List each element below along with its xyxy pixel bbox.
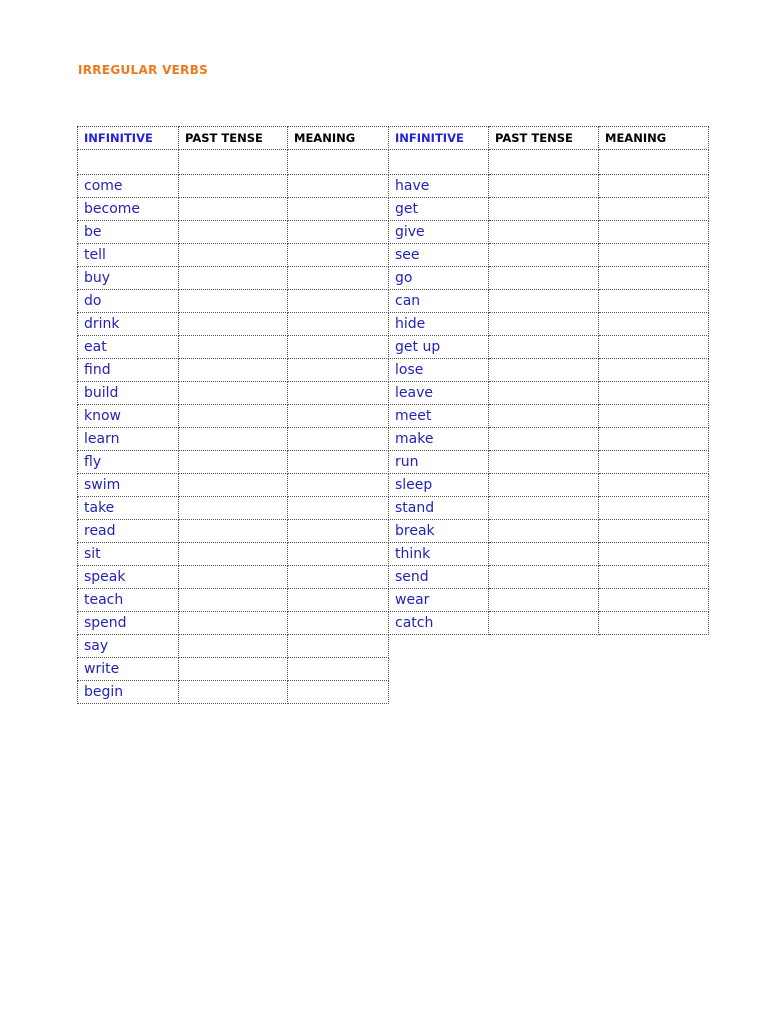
past-tense-cell[interactable]: [179, 451, 288, 474]
past-tense-cell[interactable]: [489, 359, 599, 382]
verb-infinitive: make: [389, 428, 489, 451]
meaning-cell[interactable]: [288, 382, 389, 405]
meaning-cell[interactable]: [599, 267, 709, 290]
past-tense-cell[interactable]: [179, 543, 288, 566]
table-row: [78, 635, 389, 658]
meaning-cell[interactable]: [288, 612, 389, 635]
past-tense-cell[interactable]: [179, 497, 288, 520]
verb-infinitive: read: [78, 520, 179, 543]
blank-row: [78, 150, 389, 175]
past-tense-cell[interactable]: [179, 336, 288, 359]
meaning-cell[interactable]: [288, 290, 389, 313]
table-row: [389, 428, 709, 451]
meaning-cell[interactable]: [599, 336, 709, 359]
table-row: [389, 221, 709, 244]
verb-infinitive: give: [389, 221, 489, 244]
past-tense-cell[interactable]: [179, 566, 288, 589]
blank-row: [389, 150, 709, 175]
past-tense-cell[interactable]: [489, 497, 599, 520]
verb-infinitive: take: [78, 497, 179, 520]
table-row: [389, 497, 709, 520]
table-row: [78, 244, 389, 267]
past-tense-cell[interactable]: [489, 382, 599, 405]
meaning-cell[interactable]: [599, 198, 709, 221]
table-row: [78, 267, 389, 290]
table-row: [78, 221, 389, 244]
meaning-cell[interactable]: [599, 290, 709, 313]
meaning-cell[interactable]: [599, 520, 709, 543]
meaning-cell[interactable]: [288, 359, 389, 382]
table-row: [389, 612, 709, 635]
verb-infinitive: leave: [389, 382, 489, 405]
verbs-table-right: [388, 126, 709, 635]
table-row: [78, 313, 389, 336]
meaning-cell[interactable]: [288, 221, 389, 244]
table-row: [389, 543, 709, 566]
verb-infinitive: fly: [78, 451, 179, 474]
table-row: [389, 451, 709, 474]
verb-infinitive: catch: [389, 612, 489, 635]
past-tense-cell[interactable]: [179, 267, 288, 290]
past-tense-cell[interactable]: [179, 221, 288, 244]
table-row: [389, 520, 709, 543]
meaning-cell[interactable]: [599, 474, 709, 497]
past-tense-cell[interactable]: [489, 313, 599, 336]
table-row: [389, 267, 709, 290]
meaning-cell[interactable]: [599, 405, 709, 428]
meaning-cell[interactable]: [288, 681, 389, 704]
past-tense-cell[interactable]: [489, 543, 599, 566]
blank-cell: [78, 150, 179, 175]
table-row: [78, 451, 389, 474]
table-row: [78, 520, 389, 543]
table-row: [78, 359, 389, 382]
past-tense-cell[interactable]: [489, 244, 599, 267]
verb-infinitive: drink: [78, 313, 179, 336]
table-row: [78, 497, 389, 520]
past-tense-cell[interactable]: [489, 428, 599, 451]
verb-infinitive: say: [78, 635, 179, 658]
verb-infinitive: see: [389, 244, 489, 267]
meaning-cell[interactable]: [599, 382, 709, 405]
past-tense-cell[interactable]: [179, 313, 288, 336]
past-tense-cell[interactable]: [489, 405, 599, 428]
table-row: [389, 405, 709, 428]
meaning-cell[interactable]: [599, 543, 709, 566]
past-tense-cell[interactable]: [179, 175, 288, 198]
verb-infinitive: buy: [78, 267, 179, 290]
table-row: [389, 244, 709, 267]
past-tense-cell[interactable]: [489, 520, 599, 543]
past-tense-cell[interactable]: [489, 290, 599, 313]
table-row: [389, 359, 709, 382]
meaning-cell[interactable]: [599, 221, 709, 244]
verb-infinitive: swim: [78, 474, 179, 497]
meaning-cell[interactable]: [599, 428, 709, 451]
past-tense-cell[interactable]: [489, 175, 599, 198]
verb-infinitive: begin: [78, 681, 179, 704]
table-row: [78, 612, 389, 635]
table-row: [78, 405, 389, 428]
verb-infinitive: wear: [389, 589, 489, 612]
verb-infinitive: write: [78, 658, 179, 681]
verb-infinitive: think: [389, 543, 489, 566]
verb-infinitive: sit: [78, 543, 179, 566]
past-tense-cell[interactable]: [489, 451, 599, 474]
verb-infinitive: spend: [78, 612, 179, 635]
table-row: [78, 474, 389, 497]
verb-infinitive: eat: [78, 336, 179, 359]
meaning-cell[interactable]: [288, 198, 389, 221]
meaning-cell[interactable]: [599, 497, 709, 520]
blank-cell: [599, 150, 709, 175]
meaning-cell[interactable]: [599, 589, 709, 612]
meaning-cell[interactable]: [288, 635, 389, 658]
verb-infinitive: build: [78, 382, 179, 405]
past-tense-cell[interactable]: [489, 589, 599, 612]
past-tense-cell[interactable]: [179, 382, 288, 405]
verb-infinitive: stand: [389, 497, 489, 520]
past-tense-cell[interactable]: [489, 336, 599, 359]
table-row: [389, 290, 709, 313]
table-row: [78, 543, 389, 566]
meaning-cell[interactable]: [288, 175, 389, 198]
meaning-cell[interactable]: [288, 543, 389, 566]
past-tense-cell[interactable]: [179, 198, 288, 221]
table-row: [389, 589, 709, 612]
verb-infinitive: become: [78, 198, 179, 221]
header-past-tense: PAST TENSE: [489, 127, 599, 150]
past-tense-cell[interactable]: [489, 566, 599, 589]
verbs-table-left: [77, 126, 389, 704]
document-title: IRREGULAR VERBS: [78, 63, 209, 77]
meaning-cell[interactable]: [599, 612, 709, 635]
table-row: [78, 198, 389, 221]
verb-infinitive: lose: [389, 359, 489, 382]
past-tense-cell[interactable]: [489, 612, 599, 635]
header-past-tense: PAST TENSE: [179, 127, 288, 150]
verb-infinitive: meet: [389, 405, 489, 428]
header-meaning: MEANING: [288, 127, 389, 150]
past-tense-cell[interactable]: [179, 589, 288, 612]
past-tense-cell[interactable]: [489, 474, 599, 497]
past-tense-cell[interactable]: [179, 405, 288, 428]
header-infinitive: INFINITIVE: [78, 127, 179, 150]
past-tense-cell[interactable]: [179, 681, 288, 704]
meaning-cell[interactable]: [288, 497, 389, 520]
meaning-cell[interactable]: [288, 405, 389, 428]
table-row: [389, 382, 709, 405]
table-row: [78, 658, 389, 681]
meaning-cell[interactable]: [599, 313, 709, 336]
table-row: [389, 175, 709, 198]
verb-infinitive: sleep: [389, 474, 489, 497]
table-row: [389, 566, 709, 589]
meaning-cell[interactable]: [288, 451, 389, 474]
meaning-cell[interactable]: [288, 244, 389, 267]
past-tense-cell[interactable]: [489, 267, 599, 290]
table-row: [78, 290, 389, 313]
verb-infinitive: speak: [78, 566, 179, 589]
verb-infinitive: get up: [389, 336, 489, 359]
past-tense-cell[interactable]: [179, 428, 288, 451]
verb-infinitive: tell: [78, 244, 179, 267]
table-row: [78, 382, 389, 405]
table-row: [389, 313, 709, 336]
meaning-cell[interactable]: [288, 267, 389, 290]
verbs-body-right: [389, 150, 709, 635]
blank-cell: [179, 150, 288, 175]
past-tense-cell[interactable]: [179, 658, 288, 681]
past-tense-cell[interactable]: [179, 520, 288, 543]
table-row: [78, 428, 389, 451]
verb-infinitive: go: [389, 267, 489, 290]
verb-infinitive: teach: [78, 589, 179, 612]
verb-infinitive: hide: [389, 313, 489, 336]
header-infinitive: INFINITIVE: [389, 127, 489, 150]
table-row: [389, 198, 709, 221]
meaning-cell[interactable]: [288, 428, 389, 451]
meaning-cell[interactable]: [288, 313, 389, 336]
table-row: [389, 336, 709, 359]
past-tense-cell[interactable]: [179, 290, 288, 313]
past-tense-cell[interactable]: [179, 612, 288, 635]
meaning-cell[interactable]: [599, 244, 709, 267]
verb-infinitive: find: [78, 359, 179, 382]
verb-infinitive: have: [389, 175, 489, 198]
meaning-cell[interactable]: [288, 566, 389, 589]
blank-cell: [389, 150, 489, 175]
meaning-cell[interactable]: [599, 451, 709, 474]
table-row: [78, 336, 389, 359]
past-tense-cell[interactable]: [179, 474, 288, 497]
verb-infinitive: send: [389, 566, 489, 589]
table-row: [78, 589, 389, 612]
meaning-cell[interactable]: [599, 175, 709, 198]
table-row: [78, 175, 389, 198]
past-tense-cell[interactable]: [489, 198, 599, 221]
verb-infinitive: know: [78, 405, 179, 428]
verb-infinitive: come: [78, 175, 179, 198]
table-row: [78, 681, 389, 704]
verb-infinitive: be: [78, 221, 179, 244]
blank-cell: [489, 150, 599, 175]
meaning-cell[interactable]: [288, 520, 389, 543]
header-meaning: MEANING: [599, 127, 709, 150]
meaning-cell[interactable]: [288, 589, 389, 612]
meaning-cell[interactable]: [599, 359, 709, 382]
table-row: [389, 474, 709, 497]
past-tense-cell[interactable]: [489, 221, 599, 244]
verb-infinitive: do: [78, 290, 179, 313]
meaning-cell[interactable]: [599, 566, 709, 589]
verb-infinitive: learn: [78, 428, 179, 451]
past-tense-cell[interactable]: [179, 635, 288, 658]
verb-infinitive: run: [389, 451, 489, 474]
meaning-cell[interactable]: [288, 336, 389, 359]
verb-infinitive: get: [389, 198, 489, 221]
meaning-cell[interactable]: [288, 658, 389, 681]
header-row: [389, 127, 709, 150]
blank-cell: [288, 150, 389, 175]
past-tense-cell[interactable]: [179, 359, 288, 382]
meaning-cell[interactable]: [288, 474, 389, 497]
header-row: [78, 127, 389, 150]
verb-infinitive: can: [389, 290, 489, 313]
verbs-body-left: [78, 150, 389, 704]
table-row: [78, 566, 389, 589]
past-tense-cell[interactable]: [179, 244, 288, 267]
verb-infinitive: break: [389, 520, 489, 543]
